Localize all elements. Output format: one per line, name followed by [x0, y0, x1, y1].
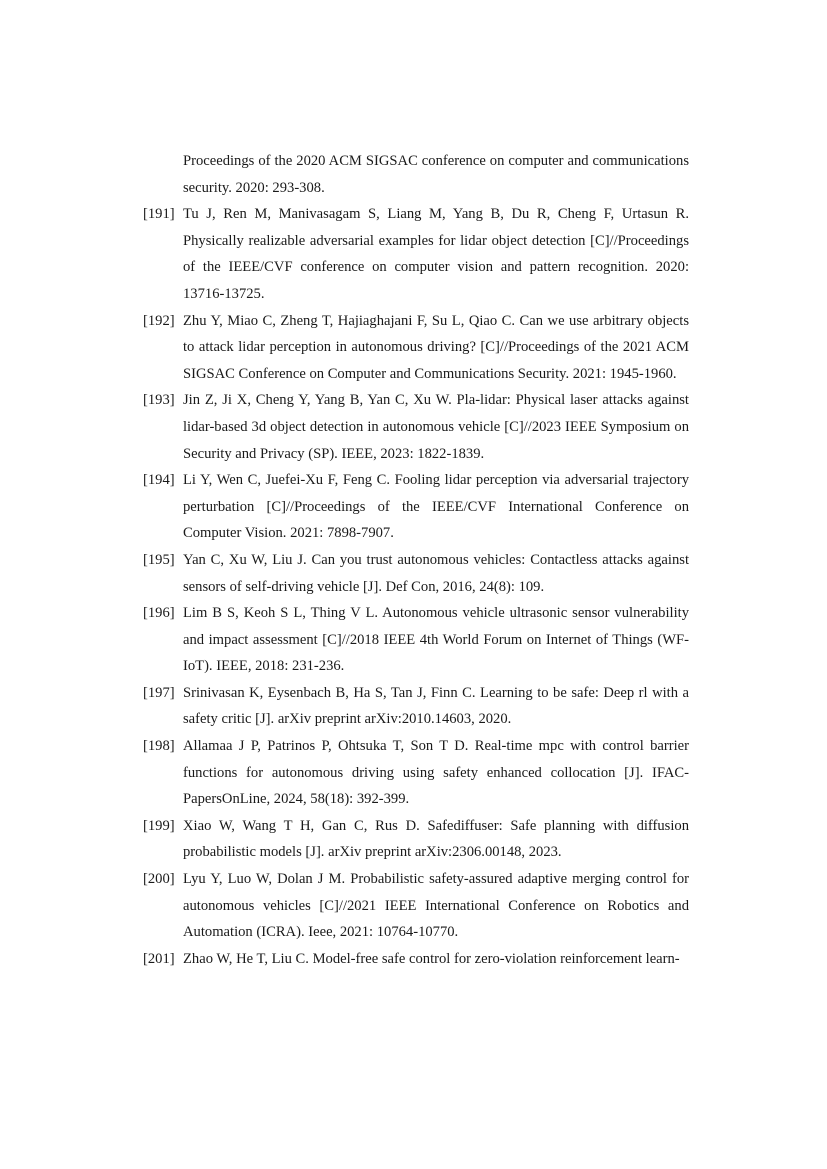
reference-text: Xiao W, Wang T H, Gan C, Rus D. Safediffuser: Safe planning with diffusion probabilistic models [J]. arXiv preprint arXiv:2306.00148, 2023. [183, 817, 689, 861]
reference-text: Srinivasan K, Eysenbach B, Ha S, Tan J, Finn C. Learning to be safe: Deep rl with a safety critic [J]. arXiv preprint arXiv:2010.14603, 2020. [183, 684, 689, 728]
reference-item [143, 866, 689, 946]
reference-text: Zhu Y, Miao C, Zheng T, Hajiaghajani F, Su L, Qiao C. Can we use arbitrary objects to attack lidar perception in autonomous driving? [C]//Proceedings of the 2021 ACM SIGSAC Conference on Computer and Communications Security. 2021: 1945-1960. [183, 312, 689, 382]
reference-number: [192] [143, 312, 175, 329]
reference-number: [194] [143, 472, 175, 489]
reference-text: Lim B S, Keoh S L, Thing V L. Autonomous vehicle ultrasonic sensor vulnerability and impact assessment [C]//2018 IEEE 4th World Forum on Internet of Things (WF-IoT). IEEE, 2018: 231-236. [183, 605, 689, 675]
reference-item [143, 547, 689, 600]
reference-item [143, 201, 689, 307]
reference-item [143, 733, 689, 813]
reference-item [143, 308, 689, 388]
reference-number: [197] [143, 684, 175, 701]
reference-list [143, 148, 689, 972]
reference-item [143, 813, 689, 866]
reference-item [143, 680, 689, 733]
reference-number: [200] [143, 871, 175, 888]
reference-text: Zhao W, He T, Liu C. Model-free safe control for zero-violation reinforcement learn- [183, 950, 680, 967]
reference-item [143, 387, 689, 467]
reference-item [143, 467, 689, 547]
reference-text: Li Y, Wen C, Juefei-Xu F, Feng C. Fooling lidar perception via adversarial trajectory perturbation [C]//Proceedings of the IEEE/CVF International Conference on Computer Vision. 2021: 7898-7907. [183, 472, 689, 542]
reference-number: [198] [143, 738, 175, 755]
reference-text: Allamaa J P, Patrinos P, Ohtsuka T, Son T D. Real-time mpc with control barrier functions for autonomous driving using safety enhanced collocation [J]. IFAC-PapersOnLine, 2024, 58(18): 392-399. [183, 738, 689, 808]
reference-number: [201] [143, 950, 175, 967]
reference-text: Lyu Y, Luo W, Dolan J M. Probabilistic safety-assured adaptive merging control for autonomous vehicles [C]//2021 IEEE International Conference on Robotics and Automation (ICRA). Ieee, 2021: 10764-10770. [183, 871, 689, 941]
reference-item [143, 946, 689, 973]
reference-number: [193] [143, 392, 175, 409]
reference-number: [196] [143, 605, 175, 622]
reference-number: [199] [143, 817, 175, 834]
reference-item [143, 600, 689, 680]
reference-number: [191] [143, 206, 175, 223]
reference-number: [195] [143, 551, 175, 568]
reference-text: Tu J, Ren M, Manivasagam S, Liang M, Yang B, Du R, Cheng F, Urtasun R. Physically realizable adversarial examples for lidar object detection [C]//Proceedings of the IEEE/CVF conference on computer vision and pattern recognition. 2020: 13716-13725. [183, 206, 689, 302]
reference-continuation: Proceedings of the 2020 ACM SIGSAC conference on computer and communications security. 2020: 293-308. [183, 153, 689, 196]
reference-text: Yan C, Xu W, Liu J. Can you trust autonomous vehicles: Contactless attacks against sensors of self-driving vehicle [J]. Def Con, 2016, 24(8): 109. [183, 551, 689, 595]
reference-text: Jin Z, Ji X, Cheng Y, Yang B, Yan C, Xu W. Pla-lidar: Physical laser attacks against lidar-based 3d object detection in autonomous vehicle [C]//2023 IEEE Symposium on Security and Privacy (SP). IEEE, 2023: 1822-1839. [183, 392, 689, 462]
